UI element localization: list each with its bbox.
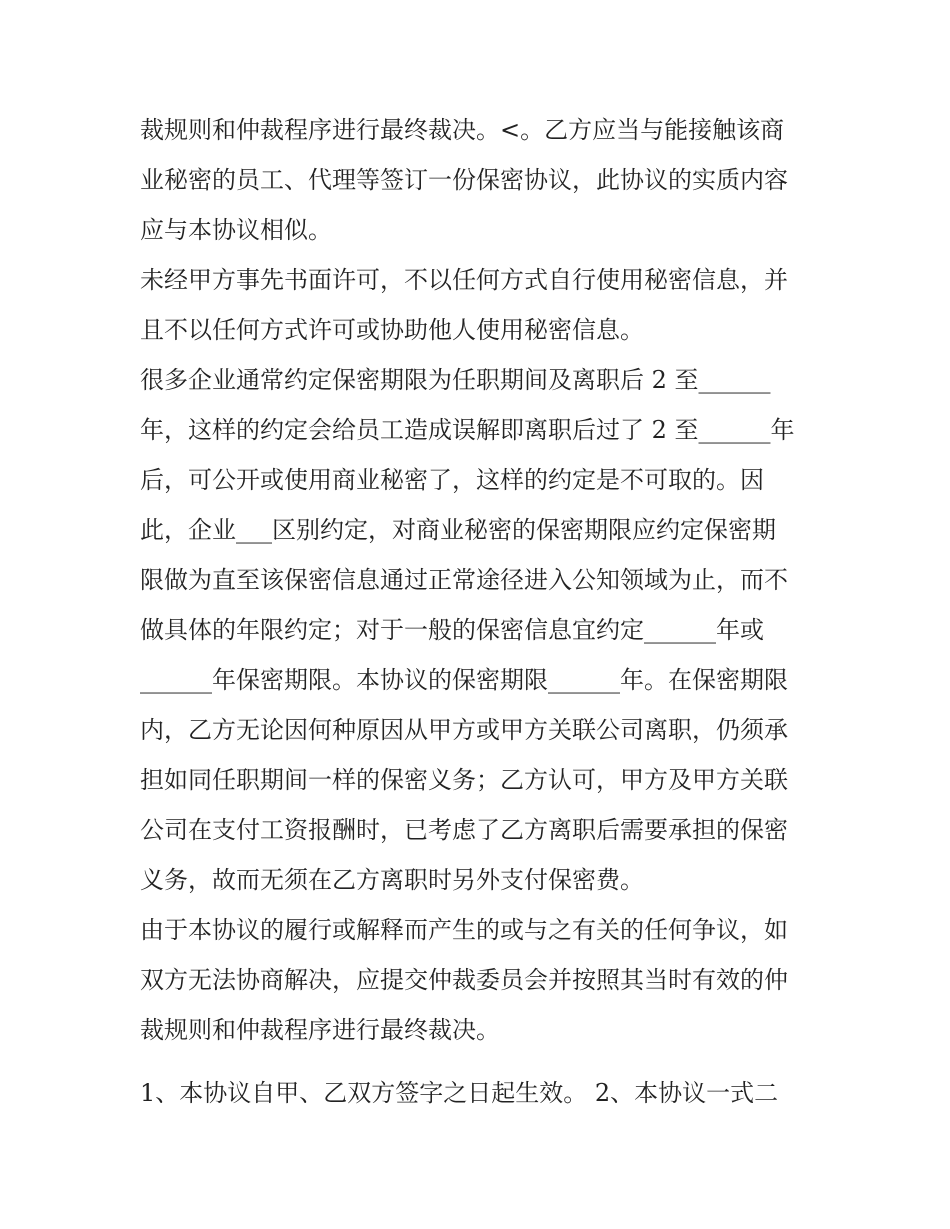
- text-line: 很多企业通常约定保密期限为任职期间及离职后 2 至______: [140, 366, 771, 394]
- text-line: 限做为直至该保密信息通过正常途径进入公知领域为止，而不: [140, 566, 788, 594]
- text-line: 后，可公开或使用商业秘密了，这样的约定是不可取的。因: [140, 466, 764, 494]
- text-line: 做具体的年限约定；对于一般的保密信息宜约定______年或: [140, 616, 764, 644]
- text-line: 双方无法协商解决，应提交仲裁委员会并按照其当时有效的仲: [140, 966, 788, 994]
- text-line: 且不以任何方式许可或协助他人使用秘密信息。: [140, 316, 644, 344]
- text-line: 内，乙方无论因何种原因从甲方或甲方关联公司离职，仍须承: [140, 716, 788, 744]
- text-line: 裁规则和仲裁程序进行最终裁决。: [140, 1016, 500, 1044]
- text-line: 应与本协议相似。: [140, 216, 332, 244]
- text-line: 未经甲方事先书面许可，不以任何方式自行使用秘密信息，并: [140, 266, 788, 294]
- text-line: 义务，故而无须在乙方离职时另外支付保密费。: [140, 866, 644, 894]
- text-line: 此，企业___区别约定，对商业秘密的保密期限应约定保密期: [140, 516, 776, 544]
- text-line: ______年保密期限。本协议的保密期限______年。在保密期限: [140, 666, 788, 694]
- text-line: 裁规则和仲裁程序进行最终裁决。<。乙方应当与能接触该商: [140, 116, 785, 144]
- text-line: 担如同任职期间一样的保密义务；乙方认可，甲方及甲方关联: [140, 766, 788, 794]
- text-line: 年，这样的约定会给员工造成误解即离职后过了 2 至______年: [140, 416, 795, 444]
- text-line: 业秘密的员工、代理等签订一份保密协议，此协议的实质内容: [140, 166, 788, 194]
- text-line: 由于本协议的履行或解释而产生的或与之有关的任何争议，如: [140, 916, 788, 944]
- text-line: 公司在支付工资报酬时，已考虑了乙方离职后需要承担的保密: [140, 816, 788, 844]
- text-line: 1、本协议自甲、乙双方签字之日起生效。 2、本协议一式二: [140, 1079, 779, 1107]
